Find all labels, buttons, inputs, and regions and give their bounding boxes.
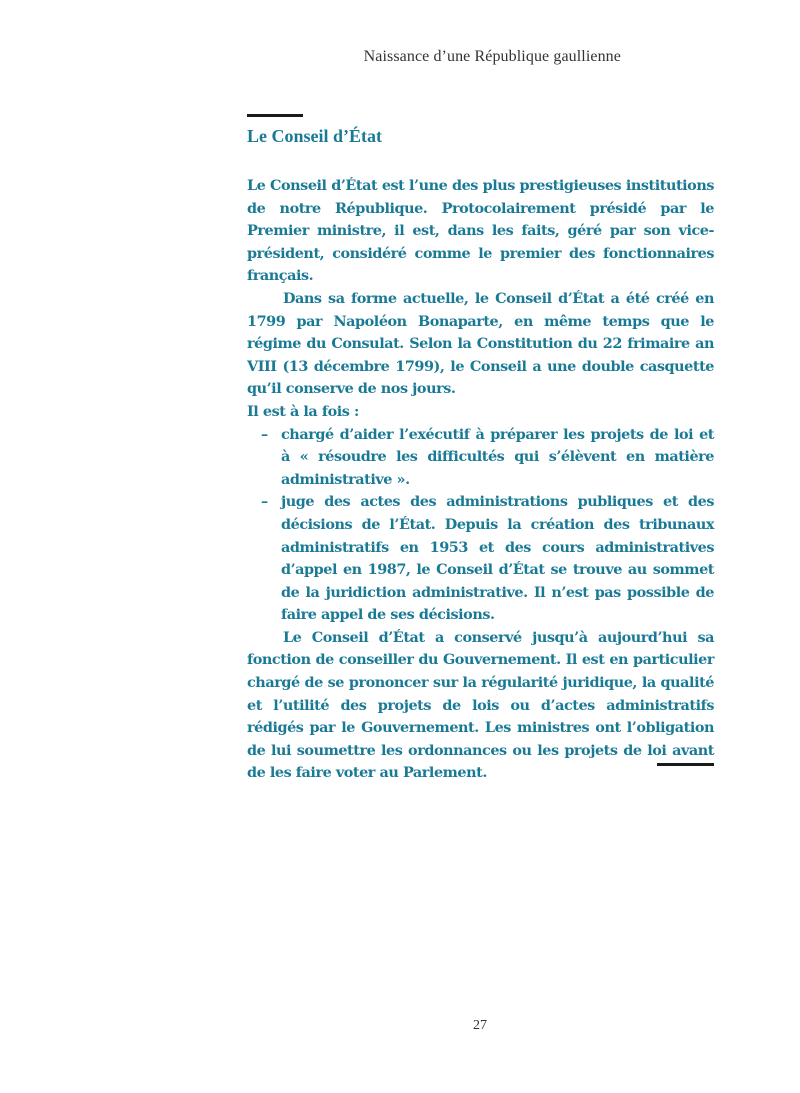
sidebar-box-conseil-etat — [247, 114, 714, 785]
list-item — [261, 424, 714, 492]
box-paragraph-3: Il est à la fois : — [247, 402, 359, 420]
list-item-text: juge des actes des administrations publiques et des décisions de l’État. Depuis la création des tribunaux administratifs en 1953 et des cours administratives d’appel en 1987, le Conseil d’État se trouve au sommet de la juridiction administrative. Il n’est pas possible de faire appel de ses décisions. — [281, 493, 714, 624]
box-paragraph-closing: Le Conseil d’État a conservé jusqu’à aujourd’hui sa fonction de conseiller du Gouvernement. Il est en particulier chargé de se prononcer sur la régularité juridique, la qualité et l’utilité des projets de lois ou d’actes administratifs rédigés par le Gouvernement. Les ministres ont l’obligation de lui soumettre les ordonnances ou les projets de loi avant de les faire voter au Parlement. — [247, 628, 714, 782]
list-item-text: chargé d’aider l’exécutif à préparer les projets de loi et à « résoudre les difficultés qui s’élèvent en matière administrative ». — [281, 425, 714, 488]
list-item — [261, 491, 714, 627]
page-number: 27 — [473, 1018, 487, 1033]
list-dash: – — [261, 493, 268, 511]
box-body — [247, 175, 714, 785]
box-top-rule — [247, 114, 303, 117]
box-paragraph-1: Le Conseil d’État est l’une des plus prestigieuses institutions de notre République. Protocolairement présidé par le Premier ministre, il est, dans les faits, géré par son vice-président, considéré comme le premier des fonctionnaires français. — [247, 177, 714, 285]
box-title: Le Conseil d’État — [247, 126, 382, 146]
list-dash: – — [261, 425, 268, 443]
running-header: Naissance d’une République gaullienne — [363, 48, 621, 65]
box-paragraph-2: Dans sa forme actuelle, le Conseil d’État a été créé en 1799 par Napoléon Bonaparte, en même temps que le régime du Consulat. Selon la Constitution du 22 frimaire an VIII (13 décembre 1799), le Conseil a une double casquette qu’il conserve de nos jours. — [247, 289, 714, 398]
box-bottom-rule — [657, 763, 714, 766]
box-list — [247, 424, 714, 627]
